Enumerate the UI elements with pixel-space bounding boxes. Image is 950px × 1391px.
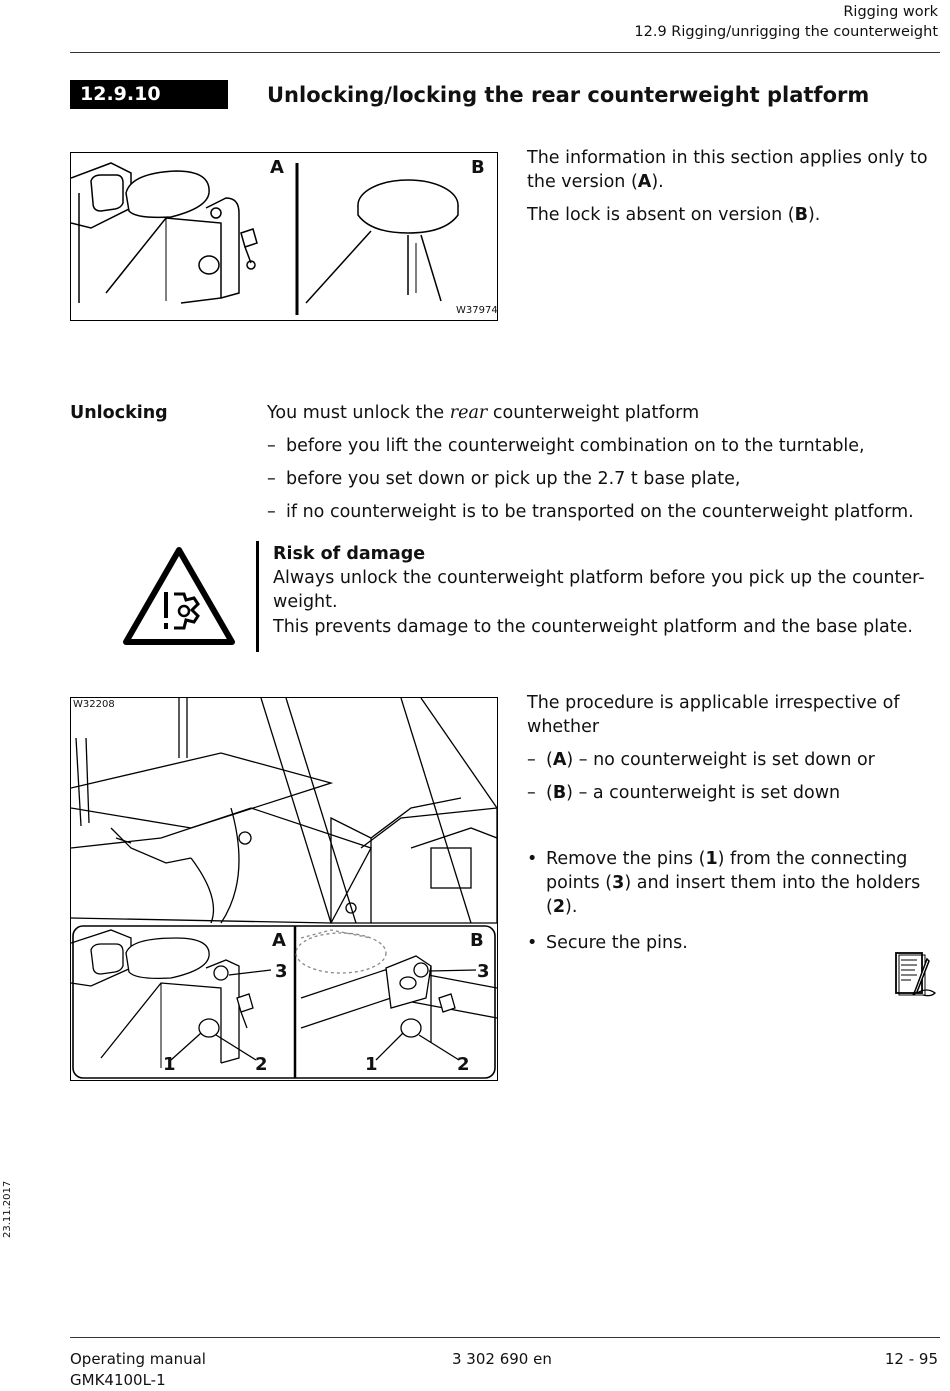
header-chapter: Rigging work [843, 4, 938, 20]
page-header [634, 2, 938, 42]
figure1-label-a: A [270, 157, 284, 178]
intro-paragraph-1: The information in this section applies only to the version (A). [527, 148, 928, 192]
crane-pins-illustration [71, 698, 497, 1080]
procedure-option-b: – (B) – a counterweight is set down [527, 783, 841, 803]
unlocking-lead: You must unlock the rear counterweight platform [267, 403, 700, 423]
figure2-label-a: A [272, 930, 286, 951]
footer-doc-number: 3 302 690 en [452, 1350, 552, 1368]
callout-1-a: 1 [163, 1054, 176, 1075]
warning-title: Risk of damage [273, 544, 426, 564]
callout-3-b: 3 [477, 961, 490, 982]
footer-left [70, 1349, 206, 1391]
unlocking-heading: Unlocking [70, 403, 168, 423]
warning-bar [256, 541, 259, 652]
footer-rule [70, 1337, 940, 1338]
figure1-label-b: B [471, 157, 485, 178]
warning-line-2: This prevents damage to the counterweight platform and the base plate. [273, 617, 913, 637]
procedure-step: • Secure the pins. [527, 933, 688, 953]
unlocking-block [267, 401, 942, 524]
figure1-code: W37974 [456, 305, 498, 316]
unlocking-item: – before you lift the counterweight combination on to the turntable, [267, 436, 865, 456]
intro-text [527, 146, 942, 227]
damage-warning-triangle-icon [122, 546, 236, 646]
intro-paragraph-2: The lock is absent on version (B). [527, 205, 821, 225]
figure-pins-procedure [70, 697, 498, 1081]
procedure-intro: The procedure is applicable irrespective of whether [527, 693, 900, 737]
footer-model: GMK4100L-1 [70, 1371, 166, 1389]
footer-manual: Operating manual [70, 1350, 206, 1368]
figure2-code: W32208 [73, 699, 115, 710]
procedure-block [527, 691, 947, 955]
figure2-label-b: B [470, 930, 484, 951]
callout-2-b: 2 [457, 1054, 470, 1075]
warning-text [273, 542, 945, 639]
callout-1-b: 1 [365, 1054, 378, 1075]
header-section: 12.9 Rigging/unrigging the counterweight [634, 24, 938, 40]
section-number: 12.9.10 [70, 80, 228, 109]
platform-illustration [71, 153, 497, 320]
procedure-step: • Remove the pins (1) from the connecting points (3) and insert them into the holders (2). [527, 849, 921, 917]
procedure-option-a: – (A) – no counterweight is set down or [527, 750, 875, 770]
notebook-pen-icon [893, 951, 937, 997]
side-date: 23.11.2017 [2, 1180, 13, 1238]
footer-page-number: 12 - 95 [884, 1350, 938, 1368]
header-rule [70, 52, 940, 53]
unlocking-item: – before you set down or pick up the 2.7 t base plate, [267, 469, 741, 489]
figure-versions-a-b [70, 152, 498, 321]
callout-2-a: 2 [255, 1054, 268, 1075]
callout-3-a: 3 [275, 961, 288, 982]
section-title: Unlocking/locking the rear counterweight platform [267, 83, 870, 107]
warning-line-1: Always unlock the counterweight platform before you pick up the counter-weight. [273, 568, 925, 612]
unlocking-item: – if no counterweight is to be transported on the counterweight platform. [267, 502, 914, 522]
